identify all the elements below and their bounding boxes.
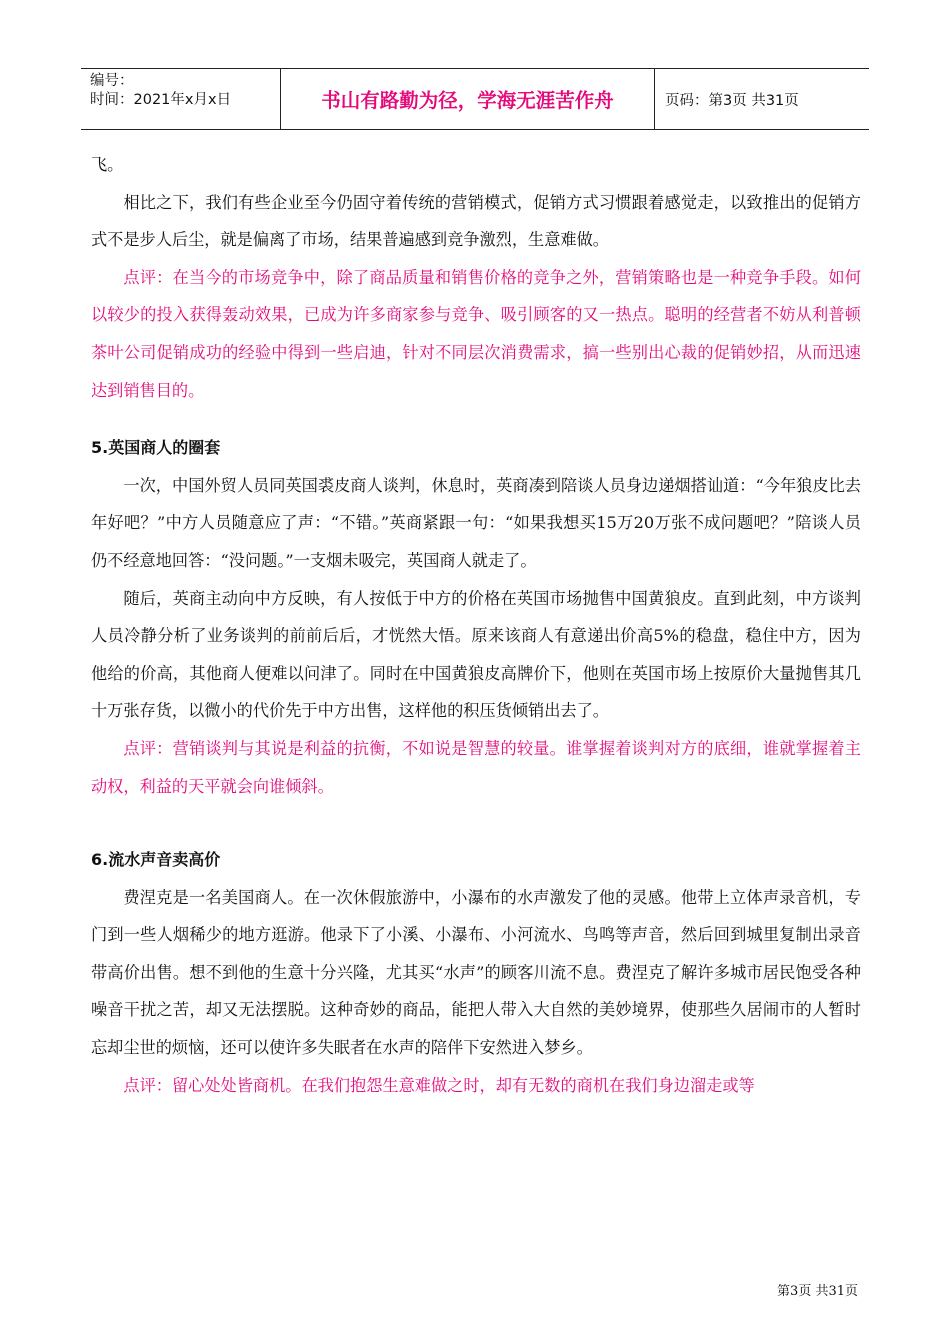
comment-paragraph: 点评：在当今的市场竞争中，除了商品质量和销售价格的竞争之外，营销策略也是一种竞争手段。如何以较少的投入获得轰动效果，已成为许多商家参与竞争、吸引顾客的又一热点。聪明的经营者不妨从利普顿茶叶公司促销成功的经验中得到一些启迪，针对不同层次消费需求，搞一些别出心裁的促销妙招，从而迅速达到销售目的。 — [91, 267, 861, 400]
section-heading: 6.流水声音卖高价 — [91, 850, 221, 870]
header-meta — [81, 69, 281, 129]
paragraph: 费涅克是一名美国商人。在一次休假旅游中，小瀑布的水声激发了他的灵感。他带上立体声录音机，专门到一些人烟稀少的地方逛游。他录下了小溪、小瀑布、小河流水、鸟鸣等声音，然后回到城里复制出录音带高价出售。想不到他的生意十分兴隆，尤其买“水声”的顾客川流不息。费涅克了解许多城市居民饱受各种噪音干扰之苦，却又无法摆脱。这种奇妙的商品，能把人带入大自然的美妙境界，使那些久居闹市的人暂时忘却尘世的烦恼，还可以使许多失眠者在水声的陪伴下安然进入梦乡。 — [91, 887, 861, 1058]
page-footer: 第3页 共31页 — [777, 1284, 858, 1299]
paragraph: 随后，英商主动向中方反映，有人按低于中方的价格在英国市场抛售中国黄狼皮。直到此刻，中方谈判人员冷静分析了业务谈判的前前后后，才恍然大悟。原来该商人有意递出价高5%的稳盘，稳住中方，因为他给的价高，其他商人便难以问津了。同时在中国黄狼皮高牌价下，他则在英国市场上按原价大量抛售其几十万张存货，以微小的代价先于中方出售，这样他的积压货倾销出去了。 — [91, 588, 861, 721]
paragraph: 相比之下，我们有些企业至今仍固守着传统的营销模式，促销方式习惯跟着感觉走，以致推出的促销方式不是步人后尘，就是偏离了市场，结果普遍感到竞争激烈，生意难做。 — [91, 192, 861, 250]
section-heading: 5.英国商人的圈套 — [91, 438, 221, 458]
paragraph: 飞。 — [91, 155, 124, 174]
paragraph: 一次，中国外贸人员同英国裘皮商人谈判，休息时，英商凑到陪谈人员身边递烟搭讪道：“今年狼皮比去年好吧？”中方人员随意应了声：“不错。”英商紧跟一句：“如果我想买15万20万张不成问题吧？”陪谈人员仍不经意地回答：“没问题。”一支烟未吸完，英国商人就走了。 — [91, 475, 861, 570]
header-page-code: 页码：第3页 共31页 — [665, 92, 799, 109]
comment-paragraph: 点评：营销谈判与其说是利益的抗衡，不如说是智慧的较量。谁掌握着谈判对方的底细，谁就掌握着主动权，利益的天平就会向谁倾斜。 — [91, 738, 861, 796]
page-header — [81, 68, 869, 130]
comment-paragraph: 点评：留心处处皆商机。在我们抱怨生意难做之时，却有无数的商机在我们身边溜走或等 — [123, 1075, 755, 1095]
header-motto: 书山有路勤为径，学海无涯苦作舟 — [281, 69, 655, 129]
time-label: 时间：2021年x月x日 — [90, 92, 232, 108]
document-body — [91, 146, 861, 1104]
serial-label: 编号： — [90, 73, 134, 89]
